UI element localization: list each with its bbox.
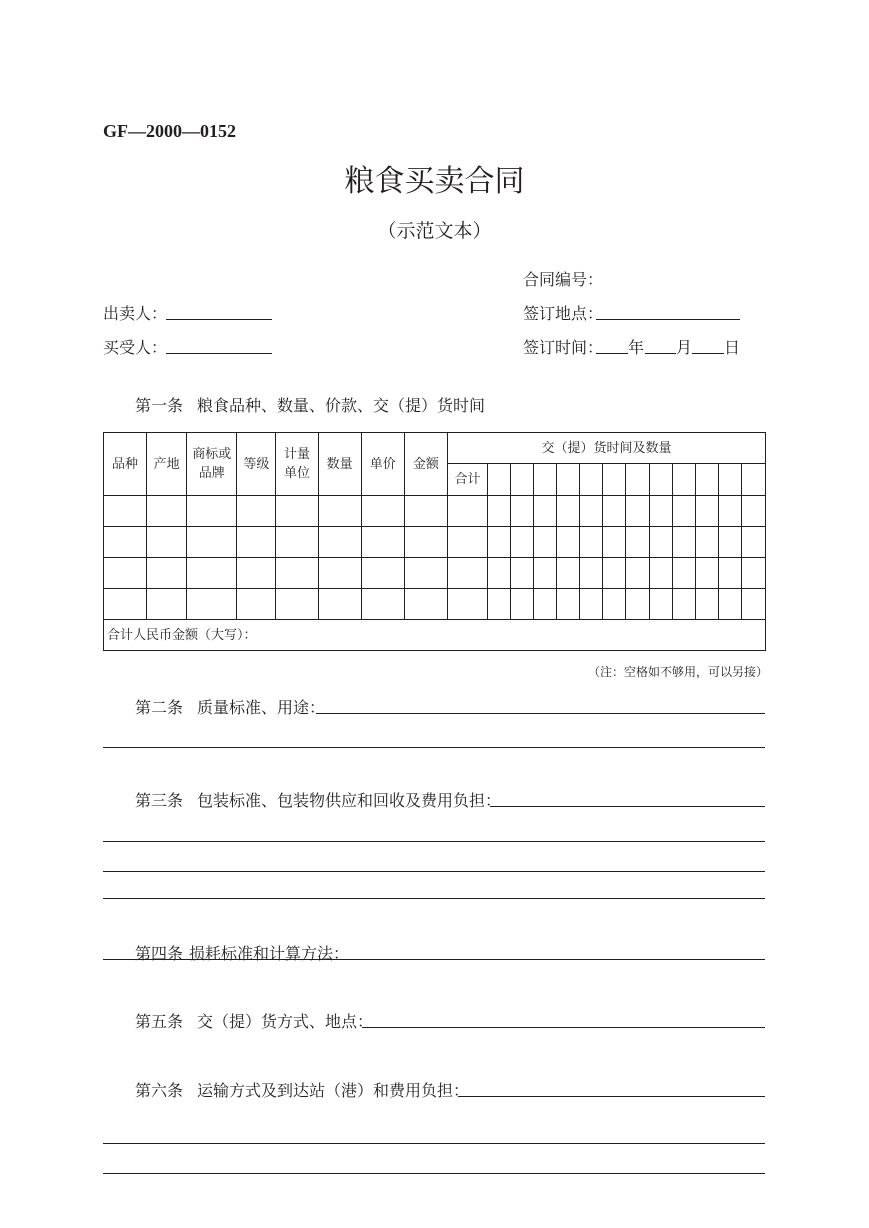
table-cell[interactable] [626, 558, 649, 589]
table-cell[interactable] [488, 527, 511, 558]
table-cell[interactable] [603, 527, 626, 558]
article-5-number: 第五条 [135, 1012, 184, 1031]
table-cell [672, 464, 695, 496]
table-cell [580, 464, 603, 496]
header-grade: 等级 [237, 433, 276, 496]
article-2-heading [135, 695, 325, 718]
table-cell[interactable] [104, 527, 147, 558]
table-cell[interactable] [534, 558, 557, 589]
table-cell[interactable] [603, 558, 626, 589]
table-cell[interactable] [511, 496, 534, 527]
sign-month-field[interactable] [645, 353, 676, 354]
seller-field[interactable] [166, 319, 272, 320]
table-cell [626, 464, 649, 496]
table-cell[interactable] [649, 527, 672, 558]
table-row [104, 496, 766, 527]
header-quantity: 数量 [318, 433, 361, 496]
table-cell[interactable] [626, 589, 649, 620]
article-5-field[interactable] [362, 1027, 765, 1028]
table-cell[interactable] [534, 589, 557, 620]
table-cell[interactable] [580, 527, 603, 558]
table-cell[interactable] [695, 558, 718, 589]
table-cell[interactable] [534, 496, 557, 527]
sign-day-field[interactable] [692, 353, 724, 354]
sign-place-field[interactable] [596, 319, 740, 320]
table-cell[interactable] [718, 496, 741, 527]
table-cell[interactable] [649, 496, 672, 527]
table-cell [511, 464, 534, 496]
table-cell[interactable] [672, 589, 695, 620]
table-cell[interactable] [318, 527, 361, 558]
table-cell[interactable] [488, 558, 511, 589]
article-3-number: 第三条 [135, 791, 184, 810]
table-cell[interactable] [447, 558, 487, 589]
article-1-heading [135, 393, 485, 416]
article-2-number: 第二条 [135, 698, 184, 717]
table-cell[interactable] [603, 589, 626, 620]
article-2-field[interactable] [316, 713, 765, 714]
article-3-field-line[interactable] [103, 871, 765, 872]
table-cell[interactable] [718, 527, 741, 558]
table-cell[interactable] [741, 558, 765, 589]
table-cell[interactable] [187, 527, 237, 558]
table-cell[interactable] [237, 527, 276, 558]
article-6-heading [135, 1078, 469, 1101]
table-cell[interactable] [488, 496, 511, 527]
header-origin: 产地 [147, 433, 187, 496]
table-cell[interactable] [718, 589, 741, 620]
article-1-number: 第一条 [135, 396, 184, 415]
table-cell[interactable] [404, 527, 447, 558]
table-cell[interactable] [147, 589, 187, 620]
table-cell[interactable] [511, 589, 534, 620]
header-subtotal: 合计 [447, 464, 487, 496]
table-cell[interactable] [318, 496, 361, 527]
header-amount: 金额 [404, 433, 447, 496]
article-4-field[interactable] [103, 959, 765, 960]
table-cell[interactable] [603, 496, 626, 527]
table-cell[interactable] [649, 589, 672, 620]
article-6-number: 第六条 [135, 1081, 184, 1100]
seller-label: 出卖人： [103, 304, 168, 323]
table-cell[interactable] [447, 589, 487, 620]
table-cell [695, 464, 718, 496]
table-cell[interactable] [187, 496, 237, 527]
article-6-field-line[interactable] [103, 1173, 765, 1174]
table-cell[interactable] [187, 589, 237, 620]
table-note: （注：空格如不够用，可以另接） [587, 665, 768, 679]
table-cell[interactable] [718, 558, 741, 589]
table-cell[interactable] [672, 558, 695, 589]
page-title: 粮食买卖合同 [344, 164, 525, 199]
table-cell [488, 464, 511, 496]
total-amount-cell[interactable]: 合计人民币金额（大写）： [104, 620, 766, 651]
table-cell[interactable] [695, 496, 718, 527]
goods-table [103, 432, 766, 651]
article-5-text: 交（提）货方式、地点： [197, 1012, 374, 1031]
table-cell [603, 464, 626, 496]
table-row [104, 589, 766, 620]
table-cell[interactable] [276, 558, 318, 589]
table-cell[interactable] [695, 527, 718, 558]
table-cell[interactable] [649, 558, 672, 589]
article-3-field-line[interactable] [103, 841, 765, 842]
page-subtitle: （示范文本） [377, 220, 492, 242]
table-cell[interactable] [404, 589, 447, 620]
article-4-number: 第四条 [135, 944, 184, 963]
table-cell[interactable] [147, 496, 187, 527]
table-cell[interactable] [187, 558, 237, 589]
table-cell[interactable] [404, 558, 447, 589]
table-row [104, 527, 766, 558]
table-cell [741, 464, 765, 496]
table-cell[interactable] [404, 496, 447, 527]
table-cell[interactable] [447, 527, 487, 558]
month-label: 月 [676, 338, 693, 357]
table-cell[interactable] [237, 496, 276, 527]
table-cell[interactable] [237, 558, 276, 589]
table-cell [557, 464, 580, 496]
table-cell[interactable] [534, 527, 557, 558]
article-6-text: 运输方式及到达站（港）和费用负担： [197, 1081, 470, 1100]
article-4-text: 损耗标准和计算方法： [189, 944, 350, 963]
table-cell[interactable] [104, 496, 147, 527]
table-cell[interactable] [741, 589, 765, 620]
table-cell[interactable] [447, 496, 487, 527]
table-cell[interactable] [580, 558, 603, 589]
table-cell[interactable] [147, 558, 187, 589]
table-row [104, 558, 766, 589]
table-cell[interactable] [741, 496, 765, 527]
sign-time-label: 签订时间： [523, 338, 604, 357]
header-unit: 计量单位 [276, 433, 318, 496]
table-cell[interactable] [511, 527, 534, 558]
table-cell[interactable] [361, 589, 404, 620]
table-cell[interactable] [361, 558, 404, 589]
buyer-field[interactable] [166, 353, 272, 354]
table-cell[interactable] [557, 496, 580, 527]
article-3-field[interactable] [490, 806, 765, 807]
article-1-text: 粮食品种、数量、价款、交（提）货时间 [197, 396, 486, 415]
header-brand: 商标或品牌 [187, 433, 237, 496]
table-cell[interactable] [695, 589, 718, 620]
header-unit-price: 单价 [361, 433, 404, 496]
day-label: 日 [724, 338, 741, 357]
table-cell[interactable] [237, 589, 276, 620]
table-cell[interactable] [361, 496, 404, 527]
table-cell[interactable] [626, 496, 649, 527]
table-cell[interactable] [557, 527, 580, 558]
article-2-field-line[interactable] [103, 747, 765, 748]
table-cell[interactable] [104, 558, 147, 589]
table-cell[interactable] [626, 527, 649, 558]
table-cell[interactable] [511, 558, 534, 589]
contract-number-label: 合同编号： [523, 270, 604, 289]
article-3-field-line[interactable] [103, 898, 765, 899]
table-cell[interactable] [672, 527, 695, 558]
article-6-field[interactable] [458, 1096, 765, 1097]
year-label: 年 [628, 338, 645, 357]
table-cell[interactable] [276, 496, 318, 527]
table-cell [534, 464, 557, 496]
table-cell[interactable] [318, 558, 361, 589]
table-cell [649, 464, 672, 496]
article-5-heading [135, 1009, 373, 1032]
table-cell[interactable] [318, 589, 361, 620]
table-cell[interactable] [361, 527, 404, 558]
sign-place-label: 签订地点： [523, 304, 604, 323]
table-cell[interactable] [580, 496, 603, 527]
table-cell [718, 464, 741, 496]
header-delivery: 交（提）货时间及数量 [447, 433, 765, 464]
table-cell[interactable] [580, 589, 603, 620]
article-6-field-line[interactable] [103, 1143, 765, 1144]
table-cell[interactable] [741, 527, 765, 558]
table-cell[interactable] [276, 589, 318, 620]
table-cell[interactable] [557, 589, 580, 620]
table-cell[interactable] [557, 558, 580, 589]
article-3-heading [135, 788, 501, 811]
document-code: GF—2000—0152 [103, 121, 236, 141]
table-cell[interactable] [104, 589, 147, 620]
header-variety: 品种 [104, 433, 147, 496]
table-cell[interactable] [488, 589, 511, 620]
table-cell[interactable] [147, 527, 187, 558]
sign-year-field[interactable] [596, 353, 628, 354]
article-3-text: 包装标准、包装物供应和回收及费用负担： [197, 791, 502, 810]
table-cell[interactable] [672, 496, 695, 527]
buyer-label: 买受人： [103, 338, 168, 357]
table-cell[interactable] [276, 527, 318, 558]
article-4-heading [135, 941, 349, 964]
article-2-text: 质量标准、用途： [197, 698, 326, 717]
